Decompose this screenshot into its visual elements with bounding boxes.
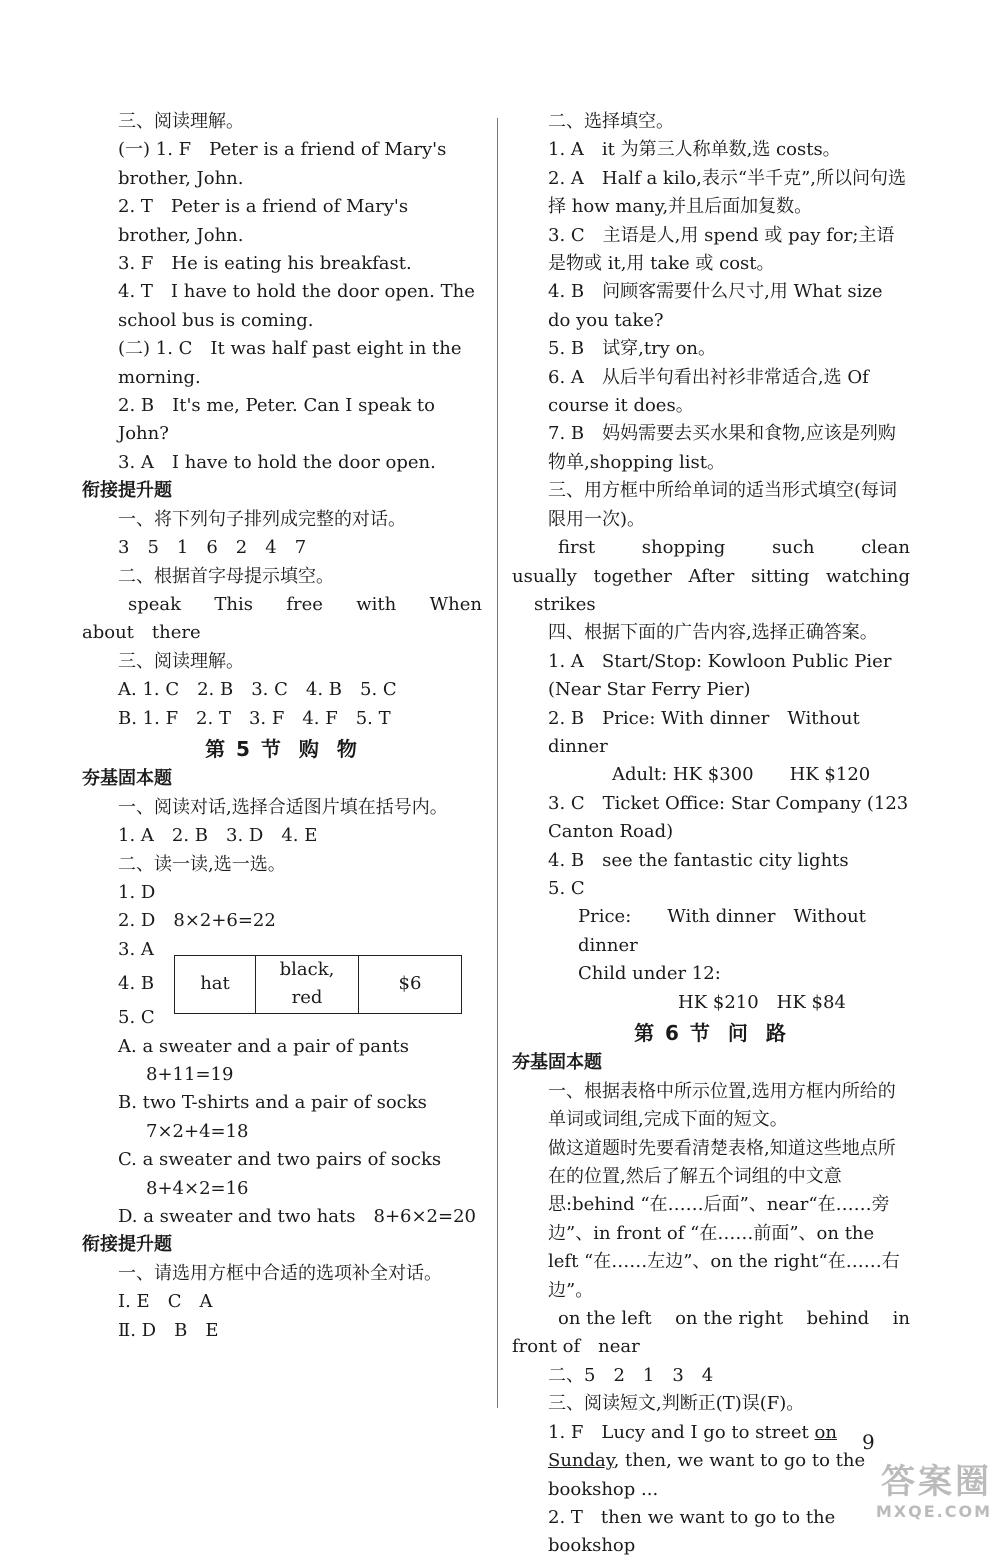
- answer-line: 3. C 主语是人,用 spend 或 pay for;主语是物或 it,用 take 或 cost。: [548, 224, 895, 275]
- word-list: [512, 534, 910, 562]
- answer-line: 7. B 妈妈需要去买水果和食物,应该是列购物单,shopping list。: [548, 423, 896, 473]
- section-heading: 夯基固本题: [82, 768, 172, 790]
- answer-line: 3. F He is eating his breakfast.: [118, 253, 412, 275]
- answer-line: Ⅰ. E C A: [118, 1291, 213, 1313]
- answer-line: 1. A it 为第三人称单数,选 costs。: [548, 139, 841, 161]
- answer-line: 2. B Price: With dinner Without dinner: [548, 707, 860, 757]
- word: with: [356, 593, 397, 615]
- answer-line: 2. T Peter is a friend of Mary's brother, John.: [118, 196, 409, 246]
- answer-line: Price: With dinner Without dinner: [578, 906, 866, 956]
- answer-line: (一) 1. F Peter is a friend of Mary's brother, John.: [118, 139, 447, 189]
- question-title: 一、阅读对话,选择合适图片填在括号内。: [118, 796, 448, 818]
- answer-line: 1. F Lucy and I go to street on Sunday, then, we want to go to the bookshop ...: [548, 1421, 866, 1500]
- answer-line: 5. B 试穿,try on。: [548, 338, 717, 360]
- word: on the right: [675, 1308, 784, 1330]
- answer-line: 5. C: [118, 1007, 155, 1029]
- word-list: [82, 591, 482, 619]
- section-heading: 夯基固本题: [512, 1052, 602, 1074]
- answer-line: 3. A I have to hold the door open.: [118, 451, 436, 473]
- answer-line: 1. A Start/Stop: Kowloon Public Pier (Near Star Ferry Pier): [548, 650, 892, 701]
- word: together: [593, 565, 672, 587]
- answer-line: C. a sweater and two pairs of socks 8+4×2=16: [118, 1149, 442, 1199]
- answer-table: [174, 955, 462, 1014]
- answer-line: 2. A Half a kilo,表示“半千克”,所以问句选择 how many,并且后面加复数。: [548, 167, 907, 218]
- heading-reading: 三、阅读理解。: [118, 111, 244, 132]
- word: behind: [806, 1308, 870, 1330]
- answer-line: 5. C: [548, 877, 585, 899]
- answer-line: 6. A 从后半句看出衬衫非常适合,选 Of course it does。: [548, 366, 869, 417]
- answer-line: A. a sweater and a pair of pants 8+11=19: [118, 1035, 428, 1085]
- answer-row-table: [82, 958, 482, 1009]
- answer-line: A. 1. C 2. B 3. C 4. B 5. C: [118, 679, 397, 701]
- answer-line: (二) 1. C It was half past eight in the morning.: [118, 338, 462, 388]
- word: clean: [861, 537, 910, 559]
- word: free: [286, 593, 323, 615]
- word: in: [892, 1308, 910, 1330]
- column-divider: [497, 118, 498, 1408]
- question-title: 一、请选用方框中合适的选项补全对话。: [118, 1262, 442, 1284]
- section-title: 第 5 节 购 物: [205, 736, 359, 761]
- answer-line: Ⅱ. D B E: [118, 1319, 219, 1341]
- word: shopping: [641, 537, 726, 559]
- answer-line: 4. B 问顾客需要什么尺寸,用 What size do you take?: [548, 281, 883, 331]
- answer-line: 2. D 8×2+6=22: [118, 910, 276, 932]
- question-title: 一、根据表格中所示位置,选用方框内所给的单词或词组,完成下面的短文。: [548, 1080, 896, 1131]
- word: watching: [826, 565, 910, 587]
- page-number: 9: [862, 1430, 875, 1454]
- question-title: 三、用方框中所给单词的适当形式填空(每词限用一次)。: [548, 480, 898, 530]
- answer-line: 3. A: [118, 938, 154, 960]
- answer-line: 2. B It's me, Peter. Can I speak to John?: [118, 395, 435, 445]
- watermark-url: MXQE.COM: [875, 1502, 992, 1521]
- table-cell: black, red: [256, 955, 359, 1013]
- explanation: 做这道题时先要看清楚表格,知道这些地点所在的位置,然后了解五个词组的中文意思:behind “在……后面”、near“在……旁边”、in front of “在……前面”、on the left “在……左边”、on the right“在……右边”。: [548, 1137, 900, 1301]
- word: speak: [128, 593, 182, 615]
- word-list: [512, 563, 910, 591]
- right-column: [512, 108, 910, 1561]
- word-list: [512, 1305, 910, 1333]
- answer-line: 4. T I have to hold the door open. The school bus is coming.: [118, 281, 475, 331]
- section-title: 第 6 节 问 路: [634, 1021, 788, 1045]
- answer-line: 4. B see the fantastic city lights: [548, 849, 849, 871]
- section-heading: 衔接提升题: [82, 480, 172, 502]
- answer-line: Adult: HK $300 HK $120: [612, 764, 871, 786]
- question-title: 一、将下列句子排列成完整的对话。: [118, 508, 406, 530]
- answer-line: 2. T then we want to go to the bookshop: [548, 1506, 836, 1557]
- answer-label: 4. B: [118, 972, 155, 994]
- answer-line: D. a sweater and two hats 8+6×2=20: [118, 1206, 476, 1228]
- answer-line: 3. C Ticket Office: Star Company (123 Canton Road): [548, 792, 909, 843]
- question-title: 三、阅读理解。: [118, 650, 244, 672]
- word: After: [688, 565, 735, 587]
- answer-line: 1. A 2. B 3. D 4. E: [118, 825, 318, 847]
- left-column: [82, 108, 482, 1345]
- question-title: 四、根据下面的广告内容,选择正确答案。: [548, 622, 878, 644]
- word: on the left: [558, 1308, 652, 1330]
- section-heading: 衔接提升题: [82, 1234, 172, 1256]
- word: sitting: [751, 565, 810, 587]
- answer-line: B. 1. F 2. T 3. F 4. F 5. T: [118, 707, 391, 729]
- answer-line: B. two T-shirts and a pair of socks 7×2+4=18: [118, 1092, 445, 1142]
- answer-line: HK $210 HK $84: [678, 991, 846, 1013]
- answer-line: Child under 12:: [578, 963, 721, 985]
- word-list-cont: front of near: [512, 1336, 640, 1358]
- word: usually: [512, 565, 577, 587]
- question-title: 三、阅读短文,判断正(T)误(F)。: [548, 1393, 805, 1415]
- word: When: [429, 593, 482, 615]
- word-list-cont: about there: [82, 622, 201, 644]
- word: This: [214, 593, 253, 615]
- answer-line: 二、5 2 1 3 4: [548, 1364, 714, 1386]
- word: strikes: [534, 593, 596, 615]
- table-cell: hat: [175, 955, 256, 1013]
- answer-line: 3 5 1 6 2 4 7: [118, 537, 307, 559]
- underlined-text: on Sunday: [548, 1421, 837, 1472]
- answer-line: 1. D: [118, 881, 156, 903]
- watermark-text: 答案圈: [881, 1462, 992, 1502]
- word: first: [558, 537, 596, 559]
- question-title: 二、读一读,选一选。: [118, 853, 286, 875]
- table-cell: $6: [359, 955, 462, 1013]
- question-title: 二、选择填空。: [548, 111, 674, 132]
- word: such: [772, 537, 815, 559]
- question-title: 二、根据首字母提示填空。: [118, 565, 334, 587]
- watermark-logo: [842, 1462, 992, 1532]
